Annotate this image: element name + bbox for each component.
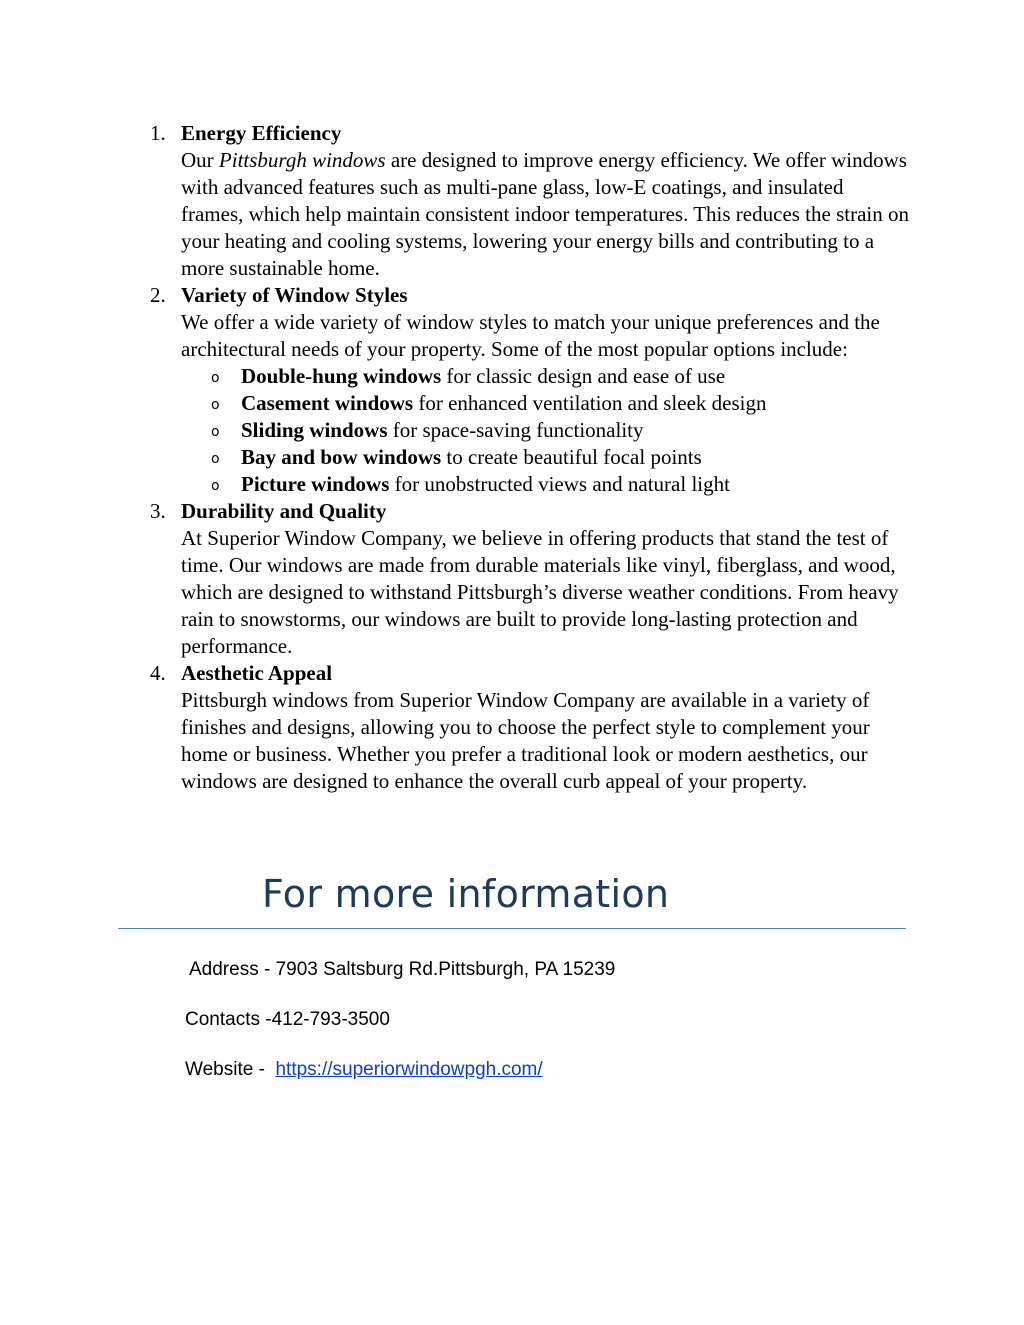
bullet-icon: o <box>211 451 220 467</box>
style-item-bay-and-bow: o Bay and bow windows to create beautiful focal points <box>241 444 1024 471</box>
item-number: 3. <box>150 499 166 523</box>
website-label: Website - <box>185 1059 276 1080</box>
item-title: Energy Efficiency <box>181 121 342 145</box>
item-description: Pittsburgh windows from Superior Window Company are available in a variety of finishes and designs, allowing you to choose the perfect style to complement your home or business. Whether you prefer a traditional look or modern aesthetics, our windows are designed to enhance the overall curb appeal of your property. <box>181 688 870 793</box>
item-title: Variety of Window Styles <box>181 283 408 307</box>
website-link[interactable]: https://superiorwindowpgh.com/ <box>275 1059 543 1080</box>
item-title: Durability and Quality <box>181 499 387 523</box>
bullet-icon: o <box>211 424 220 440</box>
contacts-text: Contacts -412-793-3500 <box>185 1009 390 1030</box>
item-title: Aesthetic Appeal <box>181 661 333 685</box>
list-item-energy-efficiency <box>0 120 1024 282</box>
pittsburgh-windows-emphasis: Pittsburgh windows <box>218 148 386 172</box>
feature-list <box>0 120 1024 795</box>
style-item-picture: o Picture windows for unobstructed views and natural light <box>241 471 1024 498</box>
item-number: 1. <box>150 121 166 145</box>
bullet-icon: o <box>211 478 220 494</box>
item-number: 2. <box>150 283 166 307</box>
item-description: We offer a wide variety of window styles to match your unique preferences and the architectural needs of your property. Some of the most popular options include: <box>181 310 880 361</box>
list-item-durability <box>0 498 1024 660</box>
window-styles-list <box>0 363 1024 498</box>
item-number: 4. <box>150 661 166 685</box>
style-item-double-hung: o Double-hung windows for classic design and ease of use <box>241 363 1024 390</box>
item-description: At Superior Window Company, we believe in offering products that stand the test of time. Our windows are made from durable materials like vinyl, fiberglass, and wood, which are designed to withstand Pittsburgh’s diverse weather conditions. From heavy rain to snowstorms, our windows are built to provide long-lasting protection and performance. <box>181 526 899 658</box>
style-item-sliding: o Sliding windows for space-saving functionality <box>241 417 1024 444</box>
list-item-variety-of-styles <box>0 282 1024 498</box>
style-item-casement: o Casement windows for enhanced ventilation and sleek design <box>241 390 1024 417</box>
list-item-aesthetic-appeal <box>0 660 1024 795</box>
website-line <box>185 1059 543 1081</box>
bullet-icon: o <box>211 370 220 386</box>
bullet-icon: o <box>211 397 220 413</box>
info-heading: For more information <box>262 872 670 916</box>
address-text: Address - 7903 Saltsburg Rd.Pittsburgh, PA 15239 <box>189 959 616 980</box>
item-description: Our Pittsburgh windows are designed to improve energy efficiency. We offer windows with advanced features such as multi-pane glass, low-E coatings, and insulated frames, which help maintain consistent indoor temperatures. This reduces the strain on your heating and cooling systems, lowering your energy bills and contributing to a more sustainable home. <box>181 148 909 280</box>
heading-divider <box>118 928 906 929</box>
